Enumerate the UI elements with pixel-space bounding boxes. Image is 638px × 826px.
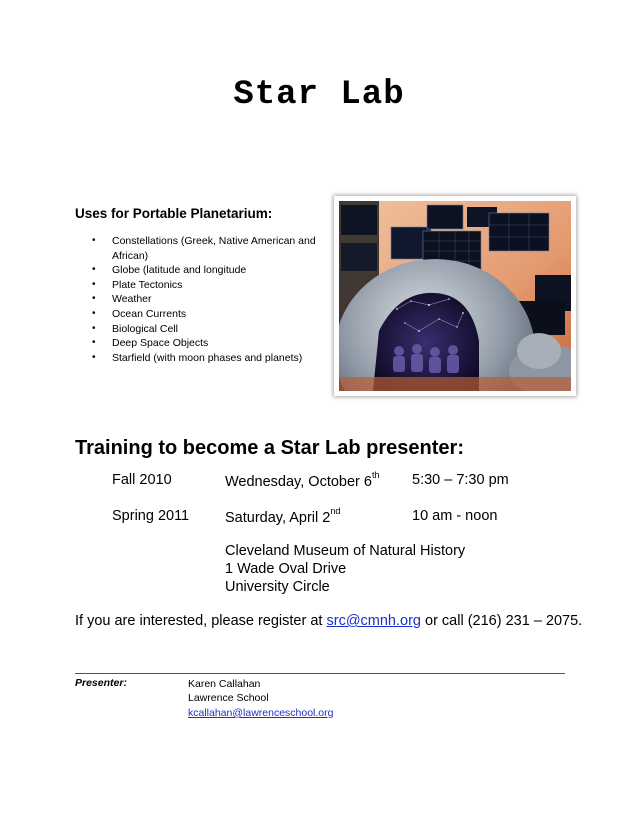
- presenter-name: Karen Callahan: [188, 678, 261, 690]
- session-day: Saturday, April 2nd: [225, 506, 341, 526]
- register-email-link[interactable]: src@cmnh.org: [326, 613, 421, 629]
- bullet-icon: •: [92, 337, 96, 349]
- bullet-icon: •: [92, 351, 96, 363]
- session-day: Wednesday, October 6th: [225, 470, 380, 490]
- session-term: Fall 2010: [112, 472, 172, 488]
- bullet-icon: •: [92, 278, 96, 290]
- bullet-icon: •: [92, 307, 96, 319]
- list-item: • Constellations (Greek, Native American and African): [92, 235, 316, 262]
- location-line: University Circle: [225, 579, 330, 595]
- register-line: If you are interested, please register at src@cmnh.org or call (216) 231 – 2075.: [75, 613, 583, 629]
- presenter-school: Lawrence School: [188, 692, 269, 705]
- list-item: • Weather: [92, 293, 152, 306]
- location-line: Cleveland Museum of Natural History: [225, 543, 466, 559]
- planetarium-dome-image: [339, 201, 571, 391]
- bullet-icon: •: [92, 322, 96, 334]
- session-time: 10 am - noon: [412, 508, 498, 524]
- session-time: 5:30 – 7:30 pm: [412, 472, 509, 488]
- location-line: 1 Wade Oval Drive: [225, 561, 347, 577]
- page-title: Star Lab: [233, 76, 405, 114]
- bullet-icon: •: [92, 293, 96, 305]
- list-item: • Plate Tectonics: [92, 278, 183, 291]
- list-item: • Starfield (with moon phases and planets): [92, 351, 303, 364]
- bullet-icon: •: [92, 235, 96, 246]
- presenter-label: Presenter:: [75, 677, 127, 689]
- presenter-info: [188, 677, 334, 720]
- presenter-email-link[interactable]: kcallahan@lawrenceschool.org: [188, 706, 334, 719]
- footer-divider: [75, 673, 565, 674]
- uses-list: [75, 234, 320, 365]
- bullet-icon: •: [92, 264, 96, 276]
- uses-heading: Uses for Portable Planetarium:: [75, 206, 273, 221]
- training-heading: Training to become a Star Lab presenter:: [75, 437, 464, 459]
- planetarium-photo: [334, 196, 576, 396]
- list-item: • Biological Cell: [92, 322, 178, 335]
- session-term: Spring 2011: [112, 508, 190, 524]
- list-item: • Ocean Currents: [92, 307, 187, 320]
- list-item: • Deep Space Objects: [92, 337, 209, 350]
- list-item: • Globe (latitude and longitude: [92, 264, 247, 277]
